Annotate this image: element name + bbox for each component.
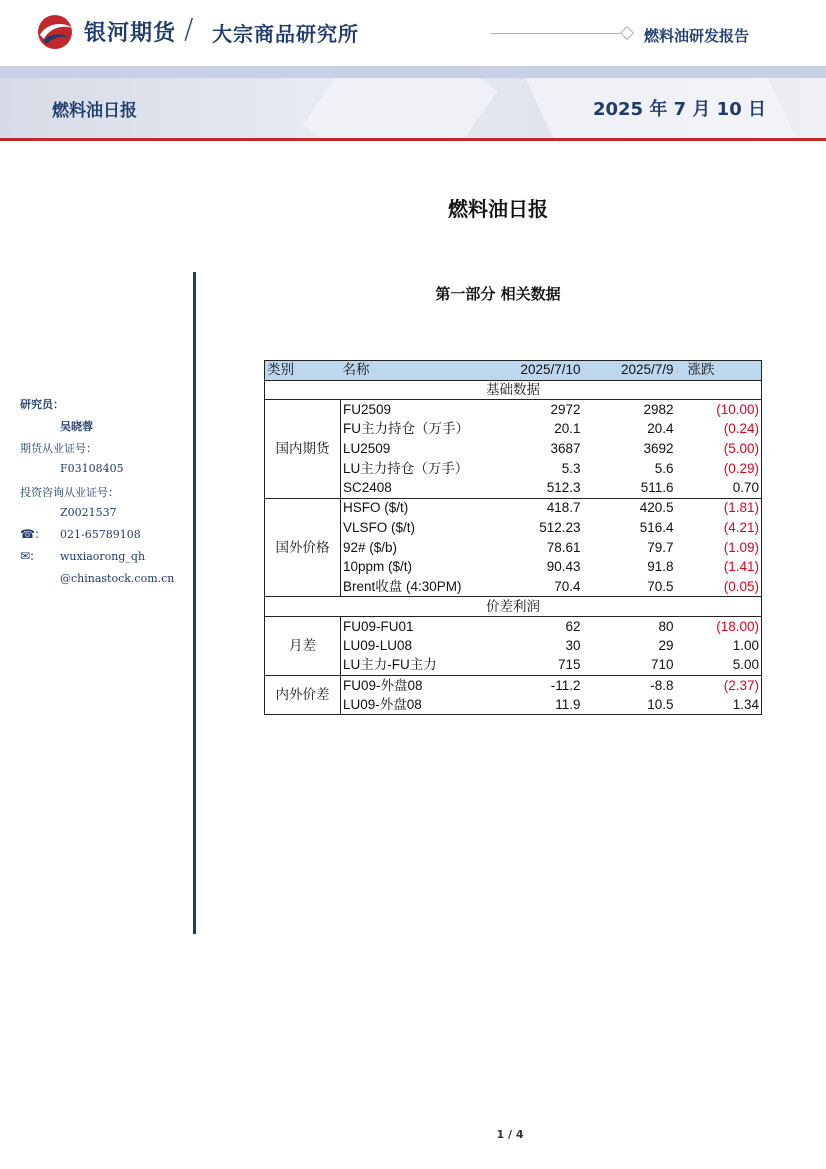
category-cell: 内外价差 — [265, 676, 341, 715]
change-cell: (0.24) — [723, 421, 759, 437]
category-cell: 月差 — [265, 616, 341, 675]
prev-cell: 710 — [583, 656, 676, 676]
name-cell: 10ppm ($/t) — [343, 559, 413, 575]
today-cell: 2972 — [550, 401, 581, 417]
change-cell: (0.05) — [723, 578, 759, 594]
cross-market-section — [265, 676, 762, 715]
table-row — [265, 616, 762, 636]
prev-cell: 5.6 — [654, 460, 674, 476]
galaxy-futures-logo-icon — [34, 13, 76, 51]
document-title: 燃料油日报 — [448, 197, 548, 221]
prev-cell: 2982 — [643, 401, 674, 417]
name-cell: FU09-FU01 — [343, 618, 414, 634]
analyst-label: 研究员： — [20, 398, 64, 411]
today-cell: 78.61 — [546, 539, 581, 555]
header-divider: / — [184, 12, 194, 45]
change-cell: 1.00 — [732, 637, 759, 653]
prev-cell: 516.4 — [639, 519, 674, 535]
futures-cert-label: 期货从业证号： — [20, 442, 97, 455]
prev-cell: 70.5 — [647, 578, 674, 594]
today-cell: 5.3 — [561, 460, 581, 476]
today-cell: 90.43 — [546, 559, 581, 575]
change-cell: (2.37) — [723, 677, 759, 693]
analyst-phone: 021-65789108 — [60, 528, 141, 541]
header-prev: 2025/7/9 — [583, 361, 676, 381]
today-cell: 62 — [565, 618, 581, 634]
change-cell: (1.41) — [723, 559, 759, 575]
name-cell: LU主力持仓（万手） — [343, 460, 469, 476]
name-cell: Brent收盘 (4:30PM) — [343, 578, 462, 594]
change-cell: 5.00 — [676, 656, 762, 676]
name-cell: SC2408 — [341, 479, 501, 499]
group-row — [265, 380, 762, 400]
header-today: 2025/7/10 — [501, 361, 583, 381]
analyst-email-domain[interactable]: @chinastock.com.cn — [60, 572, 175, 585]
change-cell: (10.00) — [716, 401, 759, 417]
header-red-rule — [0, 138, 826, 141]
today-cell: 3687 — [550, 441, 581, 457]
table-row — [265, 676, 762, 696]
group-spread-profit: 价差利润 — [265, 597, 762, 617]
diamond-icon — [620, 26, 634, 40]
futures-cert-number: F03108405 — [60, 462, 124, 475]
header-name: 名称 — [341, 361, 501, 381]
table-header-row — [265, 361, 762, 381]
today-cell: -11.2 — [550, 677, 581, 693]
name-cell: VLSFO ($/t) — [343, 519, 416, 535]
today-cell: 512.3 — [501, 479, 583, 499]
overseas-section — [265, 498, 762, 596]
header-rule — [490, 33, 622, 34]
monthly-spread-section — [265, 616, 762, 675]
prev-cell: 79.7 — [647, 539, 674, 555]
advisory-cert-label: 投资咨询从业证号： — [20, 486, 119, 499]
email-icon: ✉: — [20, 549, 35, 563]
institute-name: 大宗商品研究所 — [212, 22, 359, 46]
prev-cell: 420.5 — [639, 500, 674, 516]
change-cell: (0.29) — [723, 460, 759, 476]
report-banner — [0, 78, 826, 138]
analyst-email-user[interactable]: wuxiaorong_qh — [60, 550, 146, 563]
prev-cell: 20.4 — [647, 421, 674, 437]
header-stripe — [0, 66, 826, 78]
banner-decoration — [303, 78, 498, 138]
advisory-cert-number: Z0021537 — [60, 506, 117, 519]
analyst-name: 吴晓蓉 — [60, 420, 93, 433]
sidebar-divider — [193, 272, 196, 934]
change-cell: (18.00) — [716, 618, 759, 634]
group-row — [265, 597, 762, 617]
today-cell: 20.1 — [554, 421, 581, 437]
change-cell: 0.70 — [676, 479, 762, 499]
header-category: 类别 — [265, 361, 341, 381]
change-cell: (1.09) — [723, 539, 759, 555]
name-cell: LU主力-FU主力 — [341, 656, 501, 676]
name-cell: FU2509 — [343, 401, 392, 417]
prev-cell: 10.5 — [647, 696, 674, 712]
prev-cell: 91.8 — [647, 559, 674, 575]
table-row — [265, 400, 762, 420]
name-cell: LU09-LU08 — [343, 637, 413, 653]
group-basic-data: 基础数据 — [486, 382, 540, 398]
banner-title: 燃料油日报 — [52, 101, 137, 121]
today-cell: 715 — [501, 656, 583, 676]
name-cell: FU主力持仓（万手） — [343, 421, 469, 437]
prev-cell: 29 — [658, 637, 674, 653]
page-header — [0, 0, 826, 68]
name-cell: HSFO ($/t) — [343, 500, 409, 516]
phone-icon: ☎: — [20, 527, 39, 541]
prev-cell: 80 — [658, 618, 674, 634]
category-cell: 国外价格 — [265, 498, 341, 596]
change-cell: (5.00) — [723, 441, 759, 457]
prev-cell: 3692 — [643, 441, 674, 457]
change-cell: (1.81) — [723, 500, 759, 516]
today-cell: 11.9 — [555, 696, 581, 712]
page-number: 1 / 4 — [496, 1128, 524, 1141]
change-cell: (4.21) — [723, 519, 759, 535]
today-cell: 30 — [565, 637, 581, 653]
section-title: 第一部分 相关数据 — [435, 285, 561, 303]
today-cell: 512.23 — [539, 519, 581, 535]
name-cell: FU09-外盘08 — [343, 677, 423, 693]
today-cell: 418.7 — [546, 500, 581, 516]
table-row — [265, 498, 762, 518]
change-cell: 1.34 — [732, 696, 759, 712]
prev-cell: -8.8 — [650, 677, 674, 693]
banner-date: 2025 年 7 月 10 日 — [592, 99, 766, 120]
name-cell: LU2509 — [343, 441, 391, 457]
category-cell: 国内期货 — [265, 400, 341, 498]
today-cell: 70.4 — [554, 578, 581, 594]
name-cell: LU09-外盘08 — [343, 696, 422, 712]
header-change: 涨跌 — [676, 361, 762, 381]
brand-name: 银河期货 — [84, 21, 177, 46]
prev-cell: 511.6 — [583, 479, 676, 499]
name-cell: 92# ($/b) — [343, 539, 398, 555]
fuel-oil-data-table — [264, 360, 762, 715]
report-type: 燃料油研发报告 — [644, 27, 750, 45]
domestic-section — [265, 400, 762, 498]
